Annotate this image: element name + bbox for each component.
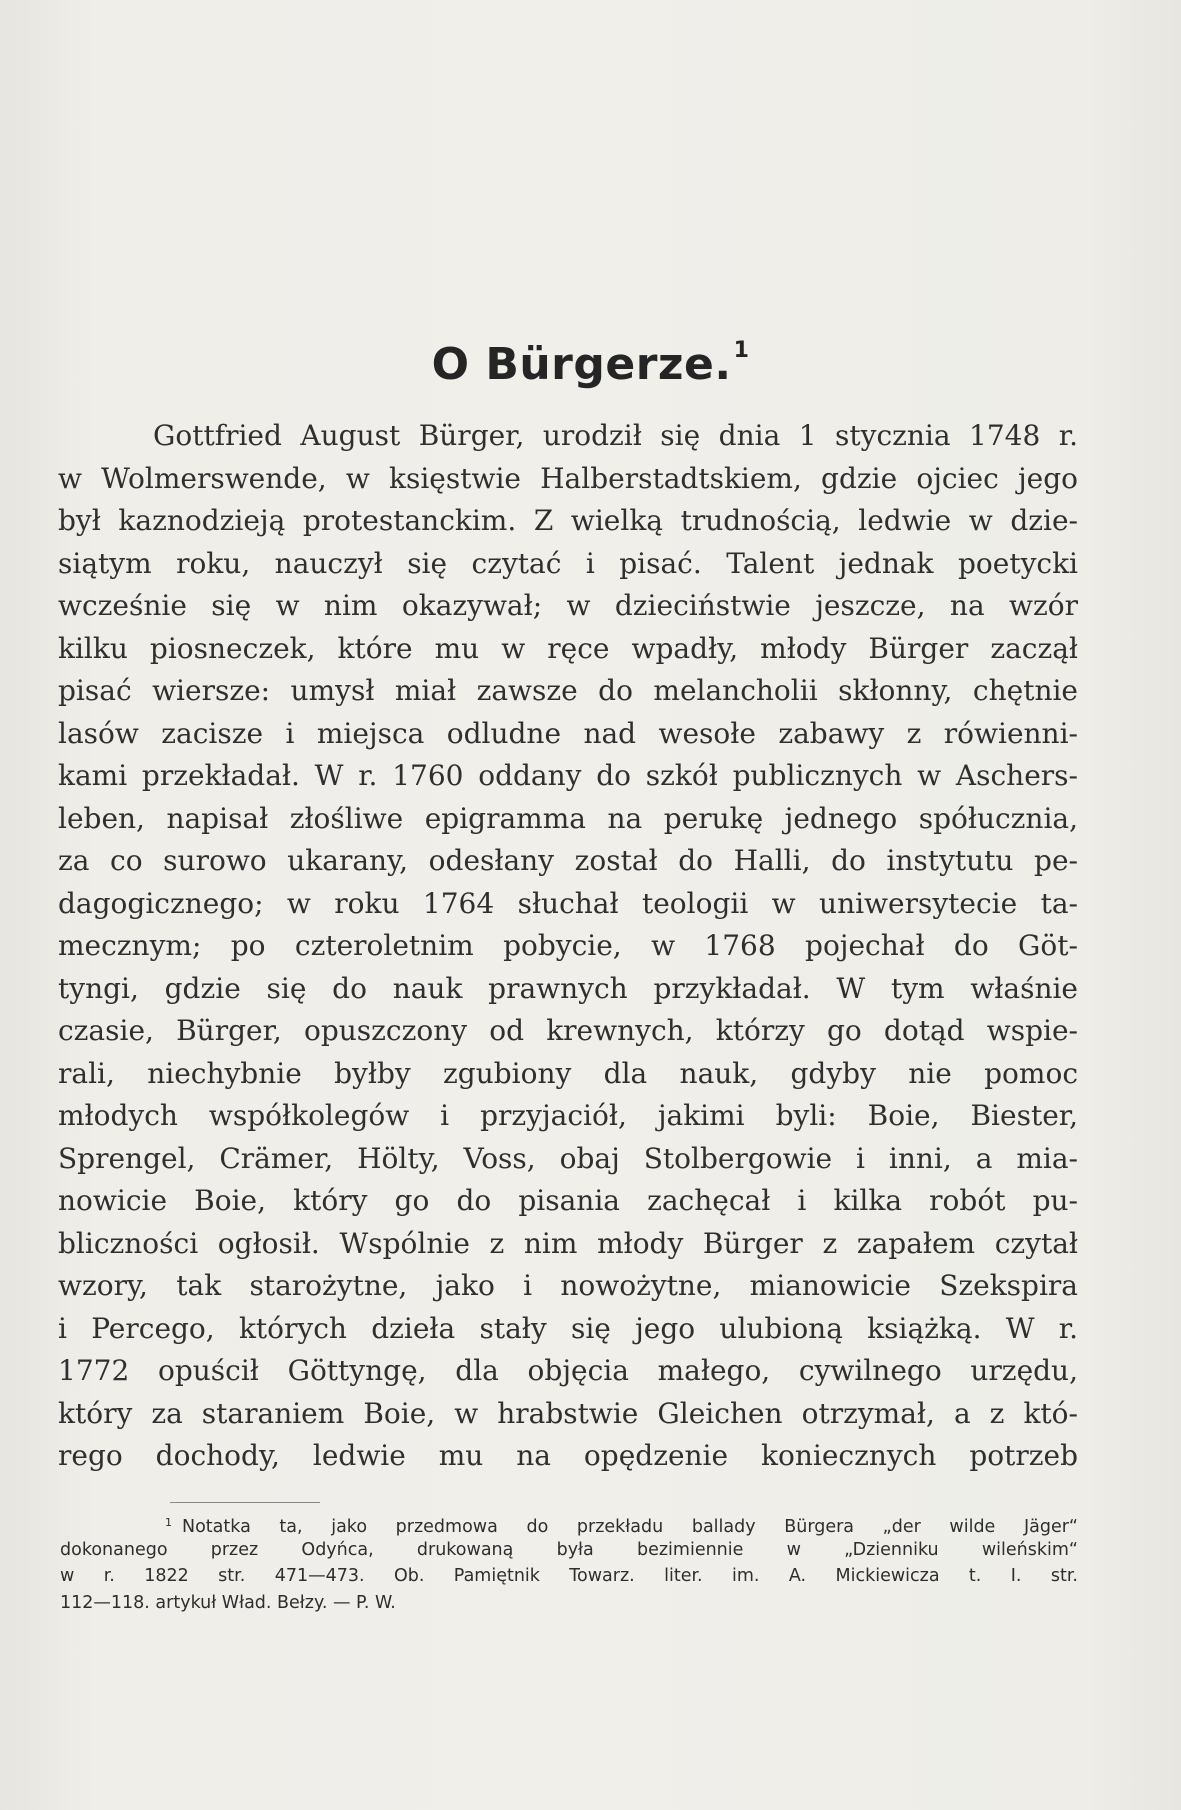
body-line: kilku piosneczek, które mu w ręce wpadły, młody Bürger zaczął [58,631,1078,665]
body-line: Sprengel, Crämer, Hölty, Voss, obaj Stolbergowie i inni, a mia- [58,1141,1078,1175]
body-line: Gottfried August Bürger, urodził się dnia 1 stycznia 1748 r. [153,419,1078,452]
body-line: był kaznodzieją protestanckim. Z wielką trudnością, ledwie w dzie- [58,504,1078,537]
body-line: pisać wiersze: umysł miał zawsze do melancholii skłonny, chętnie [58,674,1078,707]
footnote-line: dokonanego przez Odyńca, drukowaną była bezimiennie w „Dzienniku wileńskim“ [60,1539,1078,1560]
footnote [60,1510,1078,1616]
body-line: wzory, tak starożytne, jako i nowożytne, mianowicie Szekspira [58,1269,1078,1302]
body-line: lasów zacisze i miejsca odludne nad wesołe zabawy z rówienni- [58,716,1078,750]
body-text [58,415,1078,1478]
body-line: 1772 opuścił Göttyngę, dla objęcia małego, cywilnego urzędu, [58,1354,1078,1387]
body-line: czasie, Bürger, opuszczony od krewnych, którzy go dotąd wspie- [58,1014,1078,1047]
body-line: dagogicznego; w roku 1764 słuchał teologii w uniwersytecie ta- [58,886,1078,920]
footnote-line-text: Notatka ta, jako przedmowa do przekładu ballady Bürgera „der wilde Jäger“ [182,1517,1078,1537]
body-line: mecznym; po czteroletnim pobycie, w 1768 pojechał do Göt- [58,929,1078,962]
body-line: i Percego, których dzieła stały się jego ulubioną książką. W r. [58,1311,1078,1345]
body-line: rali, niechybnie byłby zgubiony dla nauk, gdyby nie pomoc [58,1056,1078,1090]
chapter-title-text: O Bürgerze. [431,339,732,390]
body-line: kami przekładał. W r. 1760 oddany do szkół publicznych w Aschers- [58,759,1078,792]
footnote-line: 112—118. artykuł Wład. Bełzy. — P. W. [60,1592,396,1613]
body-line: tyngi, gdzie się do nauk prawnych przykładał. W tym właśnie [58,971,1078,1005]
body-line: młodych współkolegów i przyjaciół, jakimi byli: Boie, Biester, [58,1099,1078,1132]
body-line: siątym roku, nauczył się czytać i pisać. Talent jednak poetycki [58,546,1078,580]
footnote-reference: 1 [733,338,750,363]
body-line: który za staraniem Boie, w hrabstwie Gleichen otrzymał, a z któ- [58,1396,1078,1430]
body-line: nowicie Boie, który go do pisania zachęcał i kilka robót pu- [58,1184,1078,1217]
chapter-title [0,338,1181,392]
body-line: bliczności ogłosił. Wspólnie z nim młody Bürger z zapałem czytał [58,1226,1078,1260]
footnote-marker: 1 [165,1516,172,1529]
body-line: wcześnie się w nim okazywał; w dzieciństwie jeszcze, na wzór [58,589,1078,622]
body-line: leben, napisał złośliwe epigramma na perukę jednego spółucznia, [58,801,1078,835]
footnote-line [60,1510,1078,1537]
footnote-line: w r. 1822 str. 471—473. Ob. Pamiętnik Towarz. liter. im. A. Mickiewicza t. I. str. [60,1566,1078,1586]
body-line: rego dochody, ledwie mu na opędzenie koniecznych potrzeb [58,1439,1078,1472]
body-line: za co surowo ukarany, odesłany został do Halli, do instytutu pe- [58,844,1078,877]
footnote-divider [170,1502,320,1503]
body-line: w Wolmerswende, w księstwie Halberstadtskiem, gdzie ojciec jego [58,461,1078,495]
